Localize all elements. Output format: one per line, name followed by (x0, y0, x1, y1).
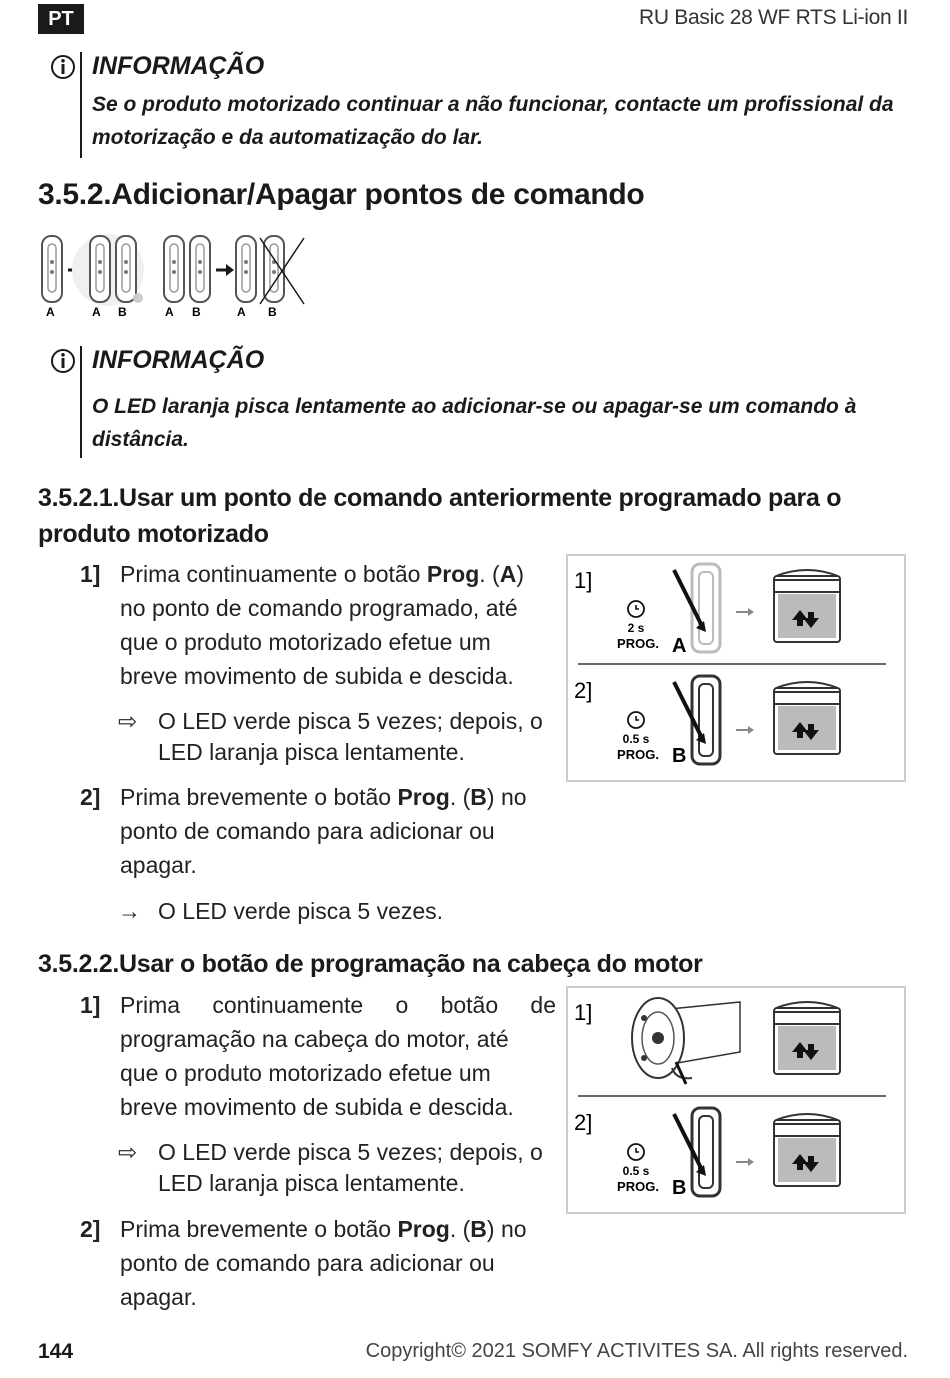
copyright: Copyright© 2021 SOMFY ACTIVITES SA. All rights reserved. (365, 1340, 908, 1362)
press-duration: 0.5 s (622, 1164, 650, 1178)
motor-head-icon (632, 998, 740, 1084)
strip-label: B (268, 305, 277, 319)
info-text: Se o produto motorizado continuar a não funcionar, contacte um profissional da motorização e da automatização do lar. (92, 93, 894, 149)
panel-step: 1] (574, 568, 593, 593)
remote-letter: A (672, 635, 687, 657)
prog-label: PROG. (617, 747, 659, 762)
result: ⇨ O LED verde pisca 5 vezes; depois, o LED laranja pisca lentamente. (118, 1139, 543, 1196)
result: ⇨ O LED verde pisca 5 vezes; depois, o LED laranja pisca lentamente. (118, 708, 543, 765)
strip-label: B (192, 305, 201, 319)
result: → O LED verde pisca 5 vezes. (118, 896, 558, 928)
language-badge: PT (38, 4, 84, 34)
panel-step: 2] (574, 678, 593, 703)
section-title: 3.5.2.Adicionar/Apagar pontos de comando (38, 178, 645, 211)
add-delete-remotes-illustration (38, 230, 313, 322)
press-duration: 0.5 s (622, 732, 650, 746)
strip-label: A (165, 305, 174, 319)
procedure-figure (566, 554, 906, 782)
info-title: INFORMAÇÃO (92, 52, 265, 80)
result-arrow-icon: ⇨ (118, 708, 138, 734)
step-1: 1] Prima continuamente o botão Prog. (A) no ponto de comando programado, até que o produto motorizado efetue um breve movimento de subida e descida. (80, 561, 524, 689)
step-1: 1] Prima continuamente o botão de programação na cabeça do motor, até que o produto motorizado efetue um breve movimento de subida e descida. (80, 992, 556, 1120)
info-title: INFORMAÇÃO (92, 346, 265, 374)
panel-step: 1] (574, 1000, 593, 1025)
prog-label: PROG. (617, 1179, 659, 1194)
result-arrow-icon: → (118, 898, 141, 924)
remote-letter: B (672, 1177, 687, 1199)
prog-label: PROG. (617, 636, 659, 651)
procedure-figure (566, 986, 906, 1214)
info-box (50, 346, 910, 460)
info-icon (50, 348, 76, 374)
result-arrow-icon: ⇨ (118, 1139, 138, 1165)
info-icon (50, 54, 76, 80)
press-duration: 2 s (627, 621, 645, 635)
info-text: O LED laranja pisca lentamente ao adicionar-se ou apagar-se um comando à distância. (92, 395, 857, 451)
step-2: 2] Prima brevemente o botão Prog. (B) no ponto de comando para adicionar ou apagar. (80, 784, 527, 878)
strip-label: A (237, 305, 246, 319)
subsection-title: 3.5.2.2.Usar o botão de programação na cabeça do motor (38, 950, 703, 978)
strip-label: A (92, 305, 101, 319)
remote-letter: B (672, 745, 687, 767)
panel-step: 2] (574, 1110, 593, 1135)
info-box (50, 52, 910, 160)
strip-label: B (118, 305, 127, 319)
strip-label: A (46, 305, 55, 319)
product-name: RU Basic 28 WF RTS Li-ion II (639, 6, 908, 29)
step-2: 2] Prima brevemente o botão Prog. (B) no ponto de comando para adicionar ou apagar. (80, 1216, 527, 1310)
page-number: 144 (38, 1340, 74, 1363)
subsection-title: 3.5.2.1.Usar um ponto de comando anteriormente programado para o produto motorizado (38, 484, 842, 548)
